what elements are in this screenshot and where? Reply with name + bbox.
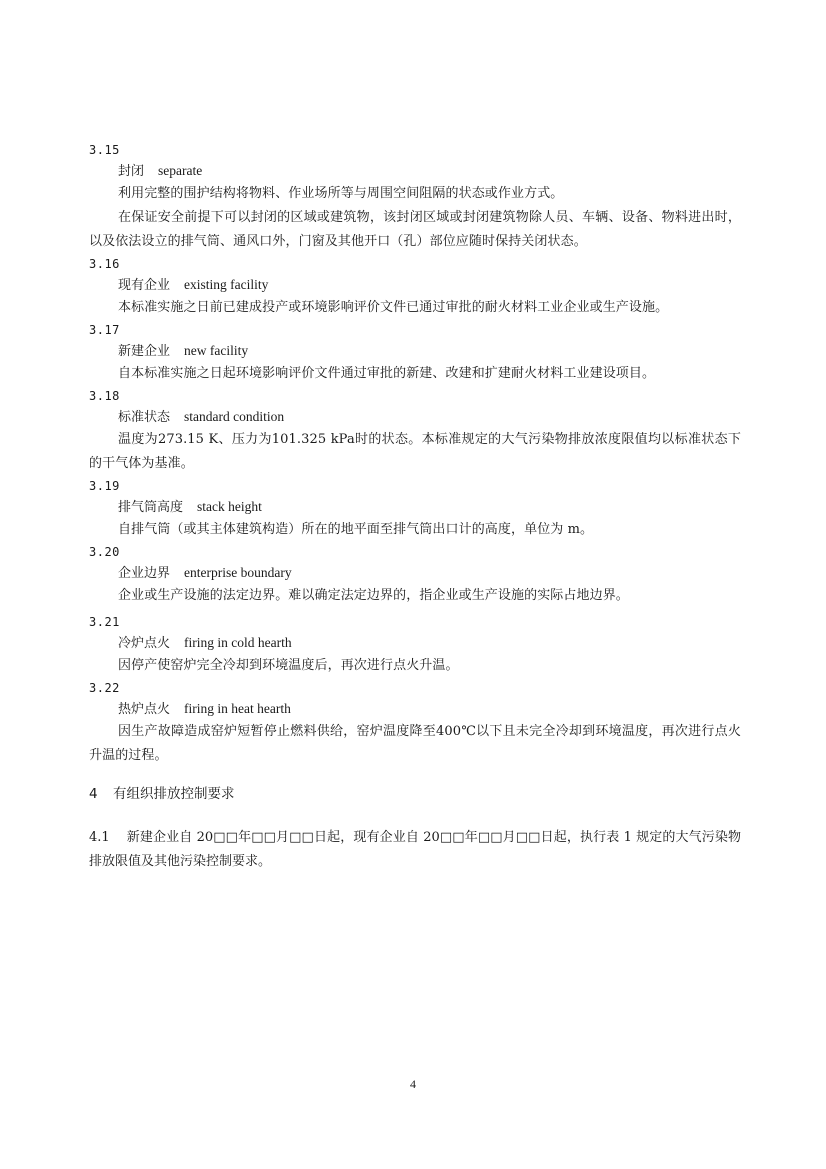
term-zh: 标准状态 [118, 410, 171, 425]
clause-number-3-19: 3.19 [89, 479, 120, 493]
term-3-21 [89, 632, 741, 654]
definition-text: 因停产使窑炉完全冷却到环境温度后，再次进行点火升温。 [118, 658, 459, 673]
clause-text: 新建企业自 20□□年□□月□□日起，现有企业自 20□□年□□月□□日起，执行表 1 规定的大气污染物排放限值及其他污染控制要求。 [89, 830, 741, 869]
section-title: 有组织排放控制要求 [113, 786, 235, 802]
definition-text: 本标准实施之日前已建成投产或环境影响评价文件已通过审批的耐火材料工业企业或生产设施。 [118, 300, 669, 315]
clause-number: 4.1 [89, 830, 110, 845]
clause-number-3-22: 3.22 [89, 681, 120, 695]
term-3-15 [89, 160, 741, 182]
definition-text: 企业或生产设施的法定边界。难以确定法定边界的，指企业或生产设施的实际占地边界。 [118, 588, 629, 603]
definition-text: 在保证安全前提下可以封闭的区域或建筑物，该封闭区域或封闭建筑物除人员、车辆、设备、物料进出时，以及依法设立的排气筒、通风口外，门窗及其他开口（孔）部位应随时保持关闭状态。 [89, 210, 741, 249]
clause-number-3-16: 3.16 [89, 257, 120, 271]
definition-text: 因生产故障造成窑炉短暂停止燃料供给，窑炉温度降至400℃以下且未完全冷却到环境温度，再次进行点火升温的过程。 [89, 724, 741, 763]
definition-text: 利用完整的围护结构将物料、作业场所等与周围空间阻隔的状态或作业方式。 [118, 186, 564, 201]
term-en: existing facility [184, 277, 269, 292]
term-zh: 封闭 [118, 164, 145, 179]
term-en: enterprise boundary [184, 565, 292, 580]
term-en: separate [158, 163, 203, 178]
term-3-22 [89, 698, 741, 720]
term-zh: 排气筒高度 [118, 500, 184, 515]
section-heading [89, 782, 741, 806]
page-content [89, 140, 741, 874]
definition-text: 温度为273.15 K、压力为101.325 kPa时的状态。本标准规定的大气污染物排放浓度限值均以标准状态下的干气体为基准。 [89, 432, 741, 471]
page-number: 4 [410, 1077, 416, 1091]
term-3-17 [89, 340, 741, 362]
term-zh: 冷炉点火 [118, 636, 171, 651]
term-en: standard condition [184, 409, 285, 424]
term-en: stack height [197, 499, 262, 514]
term-3-19 [89, 496, 741, 518]
term-zh: 新建企业 [118, 344, 171, 359]
term-en: new facility [184, 343, 249, 358]
term-3-18 [89, 406, 741, 428]
clause-number-3-18: 3.18 [89, 389, 120, 403]
term-3-16 [89, 274, 741, 296]
term-3-20 [89, 562, 741, 584]
definition-text: 自本标准实施之日起环境影响评价文件通过审批的新建、改建和扩建耐火材料工业建设项目。 [118, 366, 656, 381]
clause-number-3-17: 3.17 [89, 323, 120, 337]
section-number: 4 [89, 786, 98, 802]
clause-number-3-20: 3.20 [89, 545, 120, 559]
clause-number-3-15: 3.15 [89, 143, 120, 157]
term-zh: 现有企业 [118, 278, 171, 293]
clause-4-1 [89, 826, 741, 874]
term-zh: 热炉点火 [118, 702, 171, 717]
clause-number-3-21: 3.21 [89, 615, 120, 629]
term-en: firing in heat hearth [184, 701, 291, 716]
term-zh: 企业边界 [118, 566, 171, 581]
definition-text: 自排气筒（或其主体建筑构造）所在的地平面至排气筒出口计的高度，单位为 m。 [118, 522, 594, 537]
term-en: firing in cold hearth [184, 635, 292, 650]
